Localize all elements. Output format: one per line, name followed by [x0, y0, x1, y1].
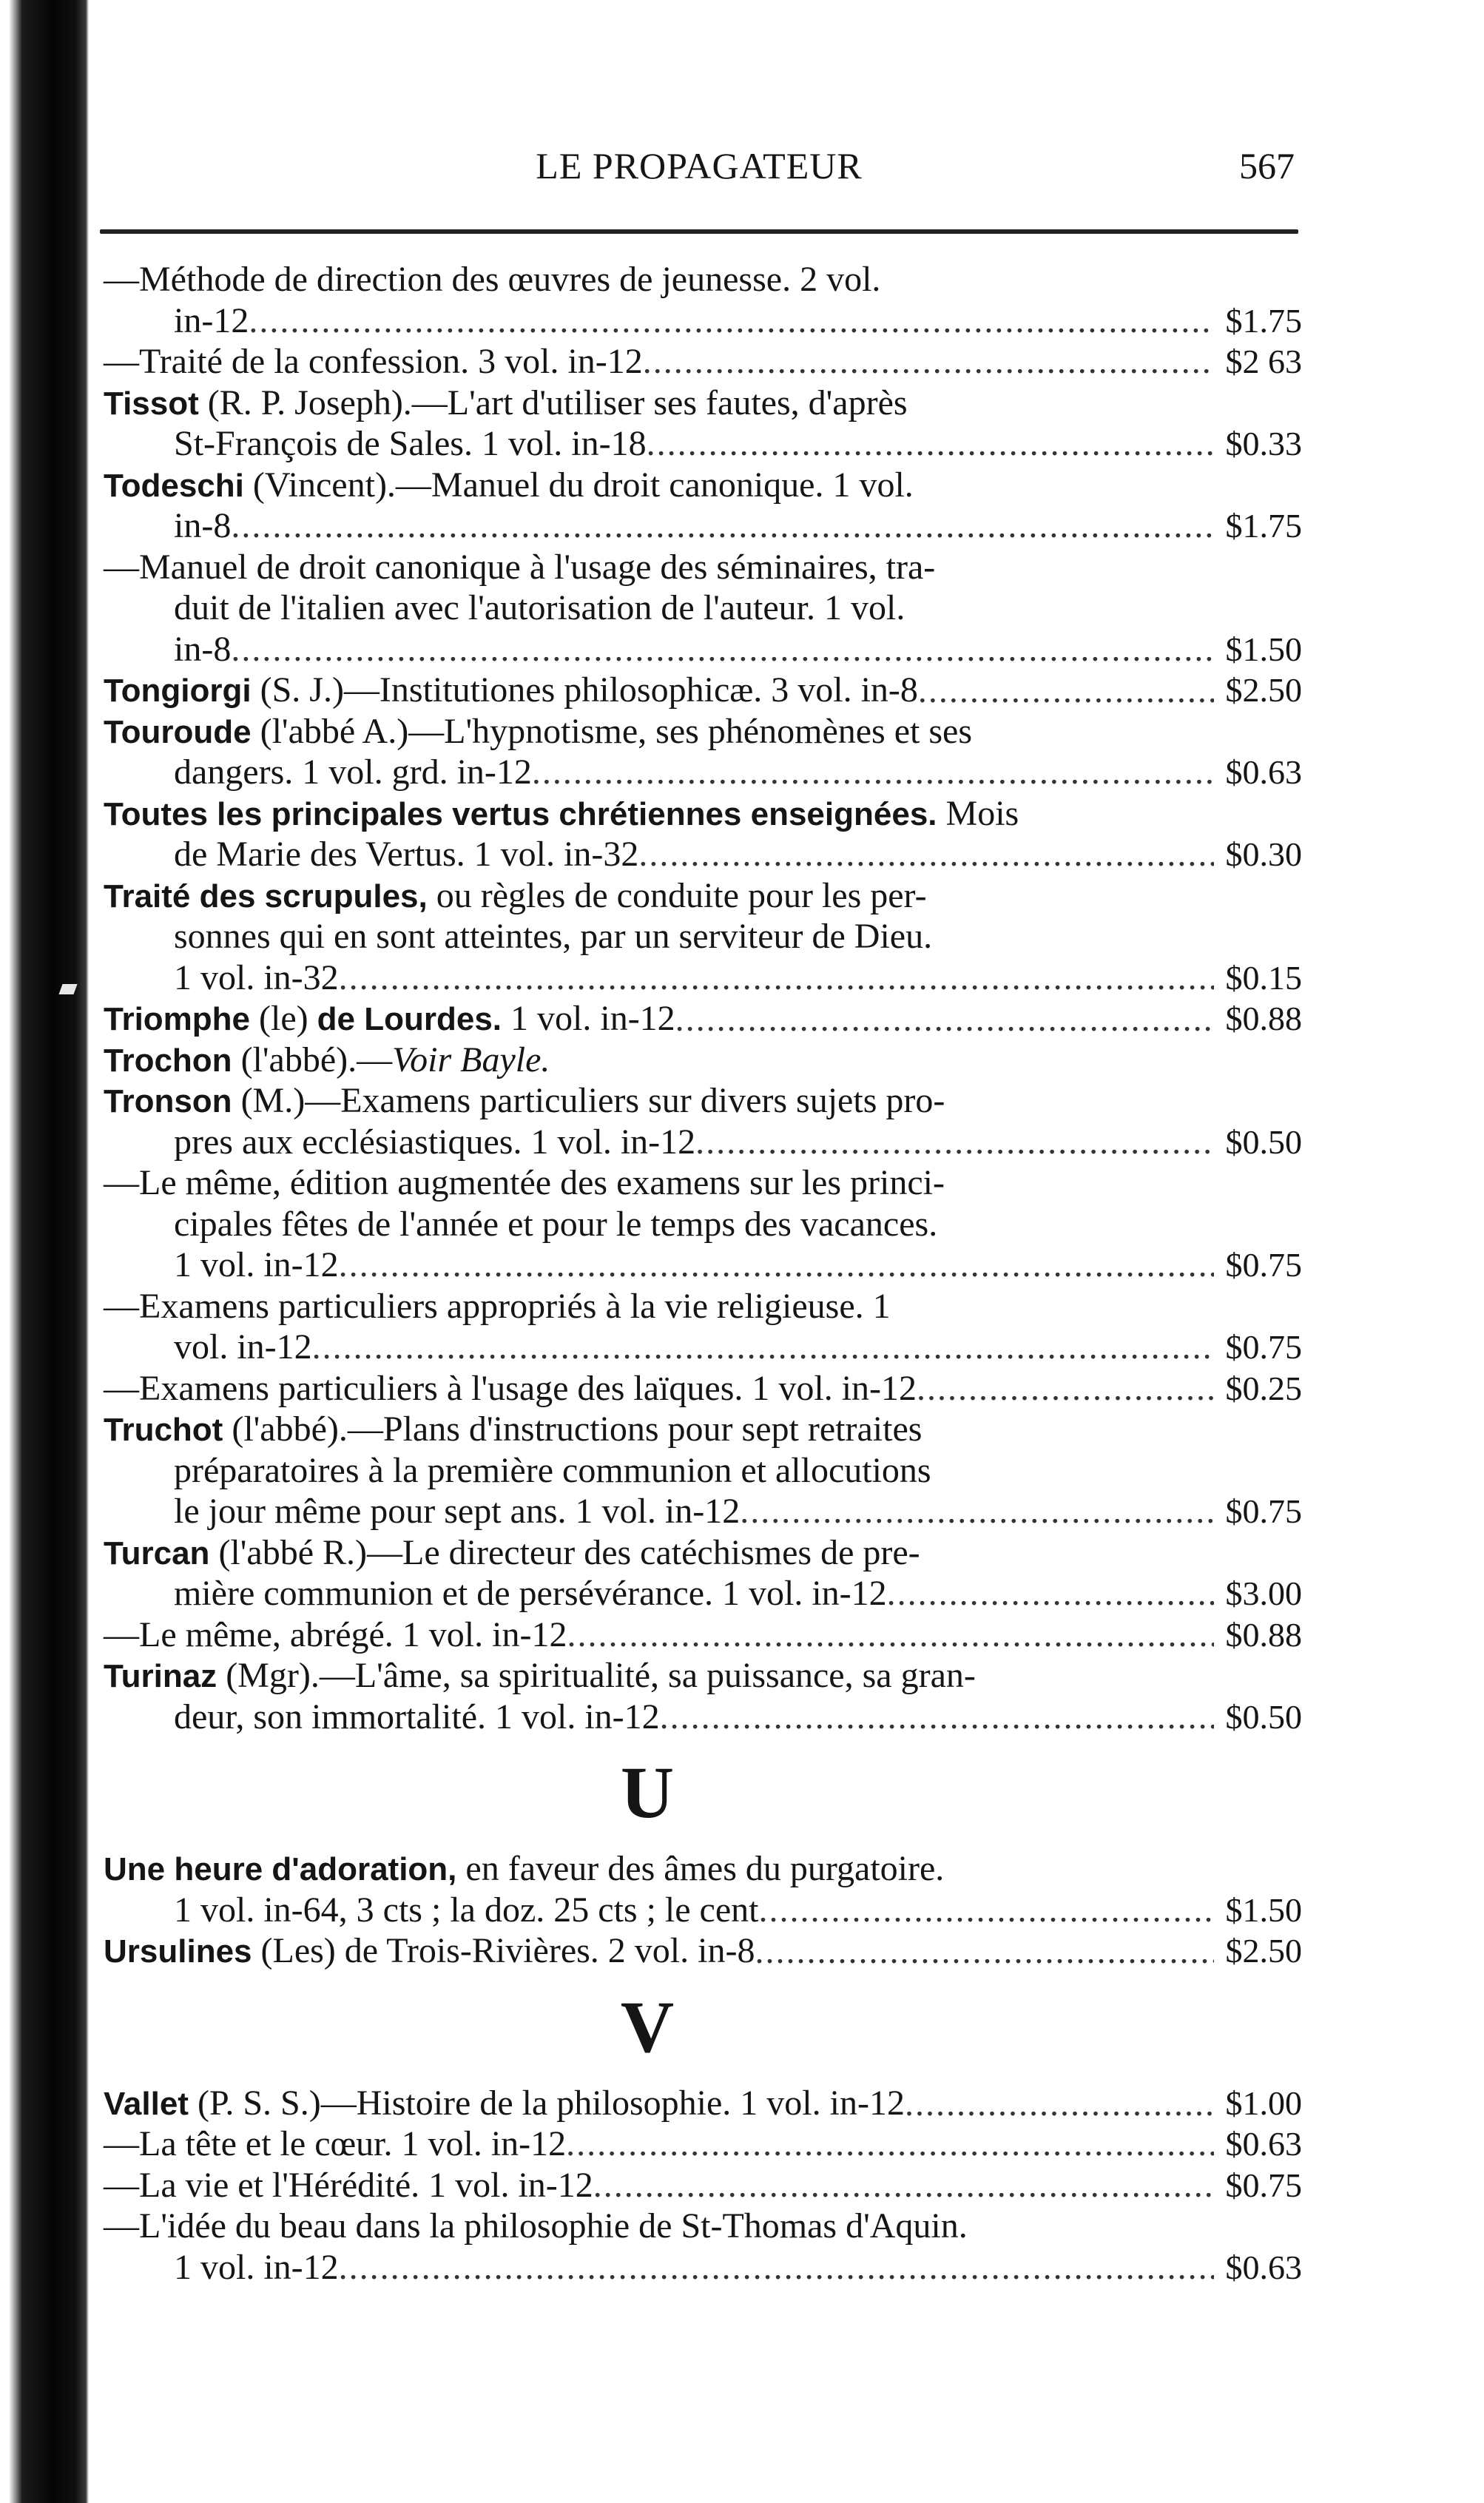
- catalog-line: [104, 1162, 1302, 1204]
- entry-price: $1.50: [1225, 1890, 1302, 1929]
- entry-author: Tongiorgi: [104, 673, 252, 709]
- entry-price: $0.30: [1225, 835, 1302, 873]
- catalog-line: [104, 1491, 1302, 1532]
- catalog-line: [104, 916, 1302, 957]
- entry-text: —La tête et le cœur. 1 vol. in-12: [104, 2124, 567, 2163]
- entry-price: $0.75: [1225, 2166, 1302, 2204]
- catalog-line: [104, 1409, 1302, 1450]
- entry-text: —Le même, édition augmentée des examens sur les princi-: [104, 1163, 945, 1202]
- entry-text: Mois: [937, 793, 1019, 833]
- dot-leader: [312, 1327, 1214, 1368]
- dot-leader: [339, 957, 1214, 999]
- catalog-listing: [104, 259, 1302, 2288]
- catalog-line: [104, 2247, 1302, 2288]
- catalog-line: [104, 2206, 1302, 2247]
- entry-text: (M.)—Examens particuliers sur divers sujets pro-: [232, 1081, 945, 1120]
- catalog-line: [104, 2083, 1302, 2124]
- catalog-line: [104, 383, 1302, 424]
- entry-text: duit de l'italien avec l'autorisation de l'auteur. 1 vol.: [174, 588, 905, 627]
- entry-text: —L'idée du beau dans la philosophie de St-Thomas d'Aquin.: [104, 2206, 968, 2246]
- catalog-line: [104, 505, 1302, 547]
- dot-leader: [740, 1491, 1213, 1532]
- dot-leader: [887, 1573, 1214, 1614]
- entry-price: $0.25: [1225, 1369, 1302, 1407]
- entry-text: vol. in-12: [174, 1327, 312, 1367]
- dot-leader: [231, 505, 1213, 547]
- catalog-line: [104, 998, 1302, 1040]
- dot-leader: [675, 999, 1214, 1040]
- entry-text: (l'abbé).—: [232, 1040, 393, 1079]
- entry-author: Turcan: [104, 1535, 210, 1571]
- catalog-group-v: [104, 2083, 1302, 2288]
- catalog-line: [104, 711, 1302, 752]
- entry-text: de Marie des Vertus. 1 vol. in-32: [174, 835, 639, 874]
- catalog-line: [104, 465, 1302, 506]
- entry-author: Turinaz: [104, 1658, 217, 1694]
- dot-leader: [643, 341, 1214, 383]
- entry-text: (Les) de Trois-Rivières. 2 vol. in-8: [252, 1931, 755, 1970]
- entry-price: $0.63: [1225, 2248, 1302, 2286]
- catalog-line: [104, 587, 1302, 629]
- dot-leader: [567, 1614, 1213, 1656]
- catalog-line: [104, 2123, 1302, 2165]
- catalog-line: [104, 1368, 1302, 1409]
- entry-text: ou règles de conduite pour les per-: [427, 875, 927, 915]
- entry-text: mière communion et de persévérance. 1 vol. in-12: [174, 1574, 887, 1613]
- entry-text: (R. P. Joseph).—L'art d'utiliser ses fautes, d'après: [198, 383, 908, 422]
- catalog-group-t: [104, 259, 1302, 1737]
- catalog-line: [104, 1532, 1302, 1574]
- entry-author: Vallet: [104, 2085, 189, 2122]
- entry-text: pres aux ecclésiastiques. 1 vol. in-12: [174, 1122, 696, 1162]
- entry-text: (l'abbé R.)—Le directeur des catéchismes de pre-: [209, 1532, 920, 1572]
- entry-cross-reference: Voir Bayle.: [392, 1040, 550, 1079]
- catalog-line: [104, 1890, 1302, 1931]
- entry-text: —La vie et l'Hérédité. 1 vol. in-12: [104, 2165, 593, 2205]
- entry-author: Tronson: [104, 1083, 232, 1119]
- entry-text: (l'abbé A.)—L'hypnotisme, ses phénomènes et ses: [251, 711, 973, 751]
- header-rule: [100, 229, 1298, 234]
- catalog-line: [104, 1204, 1302, 1245]
- dot-leader: [695, 1122, 1213, 1163]
- catalog-line: [104, 1040, 1302, 1081]
- dot-leader: [339, 2247, 1214, 2288]
- entry-text: in-8: [174, 629, 232, 669]
- dot-leader: [905, 2083, 1214, 2125]
- catalog-line: [104, 957, 1302, 999]
- catalog-line: [104, 1930, 1302, 1972]
- entry-price: $0.88: [1225, 1615, 1302, 1654]
- entry-text: le jour même pour sept ans. 1 vol. in-12: [174, 1492, 741, 1531]
- catalog-line: [104, 1697, 1302, 1738]
- entry-author: Trochon: [104, 1042, 232, 1079]
- entry-price: $1.50: [1225, 630, 1302, 668]
- dot-leader: [917, 1368, 1213, 1409]
- entry-price: $0.75: [1225, 1246, 1302, 1284]
- catalog-line: [104, 1655, 1302, 1697]
- entry-text: deur, son immortalité. 1 vol. in-12: [174, 1697, 660, 1736]
- entry-author: Ursulines: [104, 1933, 252, 1970]
- dot-leader: [249, 300, 1213, 342]
- entry-title-bold: de Lourdes.: [317, 1001, 502, 1037]
- entry-price: $0.63: [1225, 2125, 1302, 2163]
- entry-text: (Mgr).—L'âme, sa spiritualité, sa puissance, sa gran-: [217, 1656, 976, 1695]
- entry-text: in-8: [174, 506, 232, 545]
- catalog-group-u: [104, 1848, 1302, 1972]
- catalog-line: [104, 1286, 1302, 1327]
- entry-text: in-12: [174, 300, 249, 340]
- entry-author: Touroude: [104, 713, 252, 750]
- dot-leader: [566, 2123, 1213, 2165]
- entry-text: cipales fêtes de l'année et pour le temps des vacances.: [174, 1204, 938, 1244]
- entry-price: $0.88: [1225, 1000, 1302, 1037]
- catalog-line: [104, 629, 1302, 670]
- entry-text: —Examens particuliers à l'usage des laïques. 1 vol. in-12: [104, 1368, 917, 1408]
- catalog-line: [104, 259, 1302, 300]
- catalog-line: [104, 752, 1302, 793]
- catalog-line: [104, 547, 1302, 588]
- entry-price: $1.75: [1225, 301, 1302, 340]
- running-title: LE PROPAGATEUR: [536, 145, 863, 186]
- catalog-line: [104, 1122, 1302, 1163]
- entry-author: Todeschi: [104, 467, 244, 504]
- dot-leader: [918, 670, 1214, 712]
- entry-price: $2.50: [1225, 671, 1302, 709]
- entry-price: $0.15: [1225, 958, 1302, 997]
- entry-price: $2.50: [1225, 1932, 1302, 1970]
- entry-text: en faveur des âmes du purgatoire.: [456, 1849, 945, 1888]
- catalog-line: [104, 1848, 1302, 1890]
- dot-leader: [593, 2165, 1214, 2206]
- dot-leader: [755, 1931, 1213, 1973]
- entry-text: 1 vol. in-12: [174, 2247, 339, 2287]
- entry-text: 1 vol. in-64, 3 cts ; la doz. 25 cts ; le cent: [174, 1890, 759, 1930]
- catalog-line: [104, 1614, 1302, 1656]
- dot-leader: [231, 629, 1213, 670]
- page-binding-edge: [9, 0, 89, 2503]
- entry-text: —Le même, abrégé. 1 vol. in-12: [104, 1614, 567, 1654]
- dot-leader: [638, 834, 1213, 875]
- entry-price: $0.50: [1225, 1697, 1302, 1736]
- dot-leader: [339, 1244, 1214, 1286]
- entry-price: $1.75: [1225, 507, 1302, 545]
- entry-text: —Examens particuliers appropriés à la vie religieuse. 1: [104, 1286, 891, 1326]
- entry-text: (S. J.)—Institutiones philosophicæ. 3 vol. in-8: [251, 670, 918, 710]
- entry-text: 1 vol. in-32: [174, 957, 339, 997]
- entry-text: dangers. 1 vol. grd. in-12: [174, 752, 532, 792]
- catalog-line: [104, 834, 1302, 875]
- catalog-line: [104, 1080, 1302, 1122]
- entry-text: 1 vol. in-12: [174, 1245, 339, 1284]
- entry-text: —Manuel de droit canonique à l'usage des séminaires, tra-: [104, 547, 936, 587]
- dot-leader: [532, 752, 1214, 793]
- entry-author: Truchot: [104, 1412, 223, 1448]
- entry-text: (P. S. S.)—Histoire de la philosophie. 1 vol. in-12: [188, 2083, 905, 2123]
- entry-price: $2 63: [1225, 343, 1302, 380]
- entry-author: Triomphe: [104, 1001, 251, 1037]
- section-heading-u: U: [620, 1751, 675, 1833]
- catalog-line: [104, 2165, 1302, 2206]
- entry-author: Toutes les principales vertus chrétiennes enseignées.: [104, 795, 937, 832]
- entry-text: (Vincent).—Manuel du droit canonique. 1 vol.: [243, 465, 914, 505]
- section-heading-v: V: [620, 1985, 675, 2068]
- entry-text: sonnes qui en sont atteintes, par un serviteur de Dieu.: [174, 917, 933, 956]
- entry-price: $0.50: [1225, 1122, 1302, 1161]
- binding-scratch: [58, 984, 77, 994]
- entry-author: Tissot: [104, 385, 199, 422]
- page-number: 567: [1239, 145, 1295, 186]
- catalog-line: [104, 1573, 1302, 1614]
- entry-text-2: 1 vol. in-12: [502, 999, 675, 1038]
- entry-price: $0.75: [1225, 1492, 1302, 1530]
- entry-text: (le): [250, 999, 317, 1038]
- dot-leader: [647, 423, 1214, 465]
- entry-price: $0.33: [1225, 425, 1302, 462]
- catalog-line: [104, 875, 1302, 917]
- entry-price: $3.00: [1225, 1574, 1302, 1612]
- entry-text: préparatoires à la première communion et allocutions: [174, 1450, 931, 1490]
- entry-price: $0.75: [1225, 1328, 1302, 1366]
- entry-author: Une heure d'adoration,: [104, 1851, 457, 1887]
- entry-text: St-François de Sales. 1 vol. in-18: [174, 424, 647, 463]
- catalog-line: [104, 670, 1302, 711]
- catalog-line: [104, 1327, 1302, 1368]
- dot-leader: [660, 1697, 1214, 1738]
- catalog-line: [104, 1450, 1302, 1492]
- catalog-line: [104, 1244, 1302, 1286]
- entry-author: Traité des scrupules,: [104, 877, 428, 914]
- page-header: [104, 144, 1295, 196]
- catalog-line: [104, 793, 1302, 835]
- entry-price: $1.00: [1225, 2083, 1302, 2122]
- catalog-line: [104, 423, 1302, 465]
- entry-price: $0.63: [1225, 753, 1302, 791]
- entry-text: —Traité de la confession. 3 vol. in-12: [104, 342, 643, 381]
- catalog-line: [104, 300, 1302, 342]
- dot-leader: [759, 1890, 1214, 1931]
- entry-text: —Méthode de direction des œuvres de jeunesse. 2 vol.: [104, 260, 881, 299]
- catalog-line: [104, 341, 1302, 383]
- entry-text: (l'abbé).—Plans d'instructions pour sept retraites: [223, 1409, 923, 1449]
